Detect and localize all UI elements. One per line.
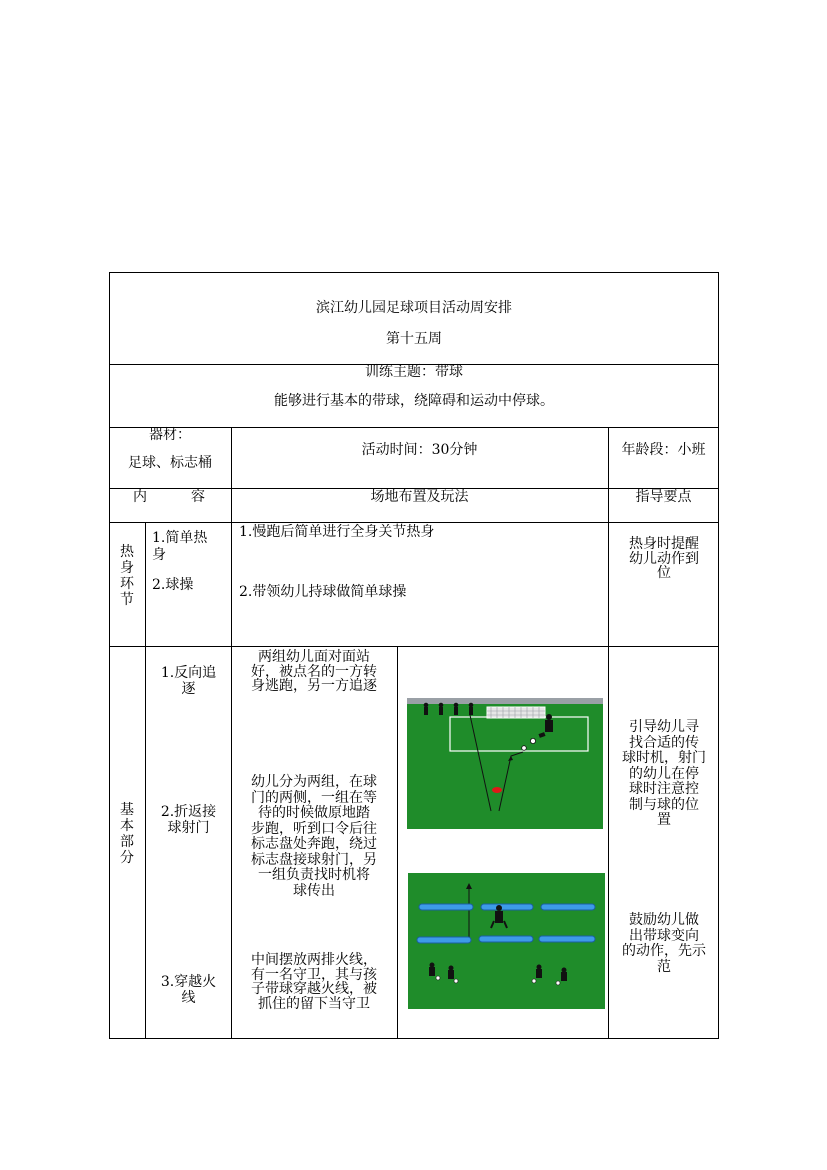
cone-icon: [492, 787, 502, 793]
text-line: 门的两侧，一组在等: [251, 789, 377, 806]
text-line: 置: [657, 812, 671, 828]
text-line: 步跑，听到口令后往: [251, 820, 377, 837]
text-line: 球时机，射门: [622, 750, 706, 766]
text-line: 鼓励幼儿做: [629, 912, 699, 928]
week-label: 第十五周: [386, 331, 442, 347]
text-line: 3.穿越火: [160, 974, 217, 990]
activity-1-desc: [233, 650, 395, 694]
text-line: 的幼儿在停: [629, 765, 699, 782]
warmup-section-label: [119, 544, 135, 608]
activity-3-desc: [233, 953, 395, 1011]
text-line: 找合适的传: [629, 734, 699, 751]
basic-guidance-1: [612, 720, 716, 829]
text-line: 球时注意控: [629, 781, 699, 797]
firing-line-diagram: [408, 873, 605, 1009]
content-header-right: 容: [191, 489, 205, 505]
text-line: 引导幼儿寻: [629, 719, 699, 735]
activity-3-name: [146, 974, 231, 1006]
equipment-value: 足球、标志桶: [128, 455, 212, 471]
section-char: 分: [120, 850, 134, 866]
row-divider: [110, 522, 718, 523]
section-char: 本: [120, 818, 134, 834]
text-line: 线: [181, 990, 196, 1006]
text-line: 抓住的留下当守卫: [258, 995, 370, 1012]
text-line: 身逃跑，另一方追逐: [251, 678, 377, 694]
text-line: 有一名守卫，其与孩: [251, 966, 377, 983]
layout-header: 场地布置及玩法: [370, 489, 469, 505]
activity-1-name: [146, 665, 231, 697]
training-theme: 训练主题：带球: [365, 364, 463, 380]
warmup-item-1: 1.简单热: [152, 530, 208, 546]
section-char: 节: [120, 592, 134, 608]
activity-2-name: [146, 804, 231, 836]
col-divider: [145, 522, 146, 1038]
section-char: 热: [120, 544, 134, 560]
text-line: 2.折返接: [160, 804, 217, 820]
section-char: 部: [120, 834, 134, 850]
document-title: 滨江幼儿园足球项目活动周安排: [316, 300, 512, 316]
text-line: 一组负责找时机将: [258, 867, 370, 883]
text-line: 子带球穿越火线，被: [251, 981, 377, 997]
col-divider: [608, 427, 609, 1038]
shooting-drill-diagram: [407, 698, 603, 829]
guidance-header: 指导要点: [635, 489, 692, 505]
age-group: 年龄段：小班: [621, 442, 706, 458]
basic-guidance-2: [612, 913, 716, 975]
text-line: 中间摆放两排火线，: [251, 952, 377, 968]
section-char: 基: [120, 802, 134, 818]
warmup-desc-2: 2.带领幼儿持球做简单球操: [239, 584, 407, 600]
text-line: 球传出: [293, 882, 335, 899]
text-line: 逐: [181, 681, 196, 697]
activity-2-desc: [233, 775, 395, 899]
warmup-item-2: 2.球操: [152, 577, 194, 593]
warmup-item-1-cont: 身: [152, 547, 166, 563]
activity-time: 活动时间：30分钟: [361, 442, 478, 458]
warmup-guidance: [612, 537, 716, 581]
warmup-desc-1: 1.慢跑后简单进行全身关节热身: [239, 524, 435, 540]
section-char: 环: [120, 576, 134, 592]
col-divider: [231, 427, 232, 1038]
text-line: 球射门: [167, 820, 210, 836]
text-line: 位: [657, 565, 671, 581]
basic-section-label: [119, 802, 135, 866]
text-line: 1.反向追: [160, 665, 217, 681]
col-divider: [397, 646, 398, 1038]
row-divider: [110, 646, 718, 647]
text-line: 待的时候做原地踏: [258, 805, 370, 821]
text-line: 好，被点名的一方转: [251, 663, 377, 680]
text-line: 范: [657, 958, 671, 975]
text-line: 标志盘处奔跑，绕过: [251, 836, 377, 852]
training-goal: 能够进行基本的带球，绕障碍和运动中停球。: [274, 393, 554, 409]
text-line: 幼儿分为两组，在球: [251, 774, 377, 790]
content-header-left: 内: [133, 489, 147, 505]
text-line: 制与球的位: [629, 796, 699, 813]
text-line: 的动作，先示: [622, 943, 706, 959]
track-strip: [407, 698, 603, 704]
section-char: 身: [120, 560, 134, 576]
equipment-label: 器材：: [149, 427, 191, 443]
text-line: 出带球变向: [629, 927, 699, 944]
goal-net-icon: [487, 707, 545, 718]
text-line: 两组幼儿面对面站: [258, 649, 370, 665]
text-line: 标志盘接球射门，另: [251, 851, 377, 868]
text-line: 热身时提醒: [629, 536, 699, 552]
text-line: 幼儿动作到: [629, 550, 699, 567]
